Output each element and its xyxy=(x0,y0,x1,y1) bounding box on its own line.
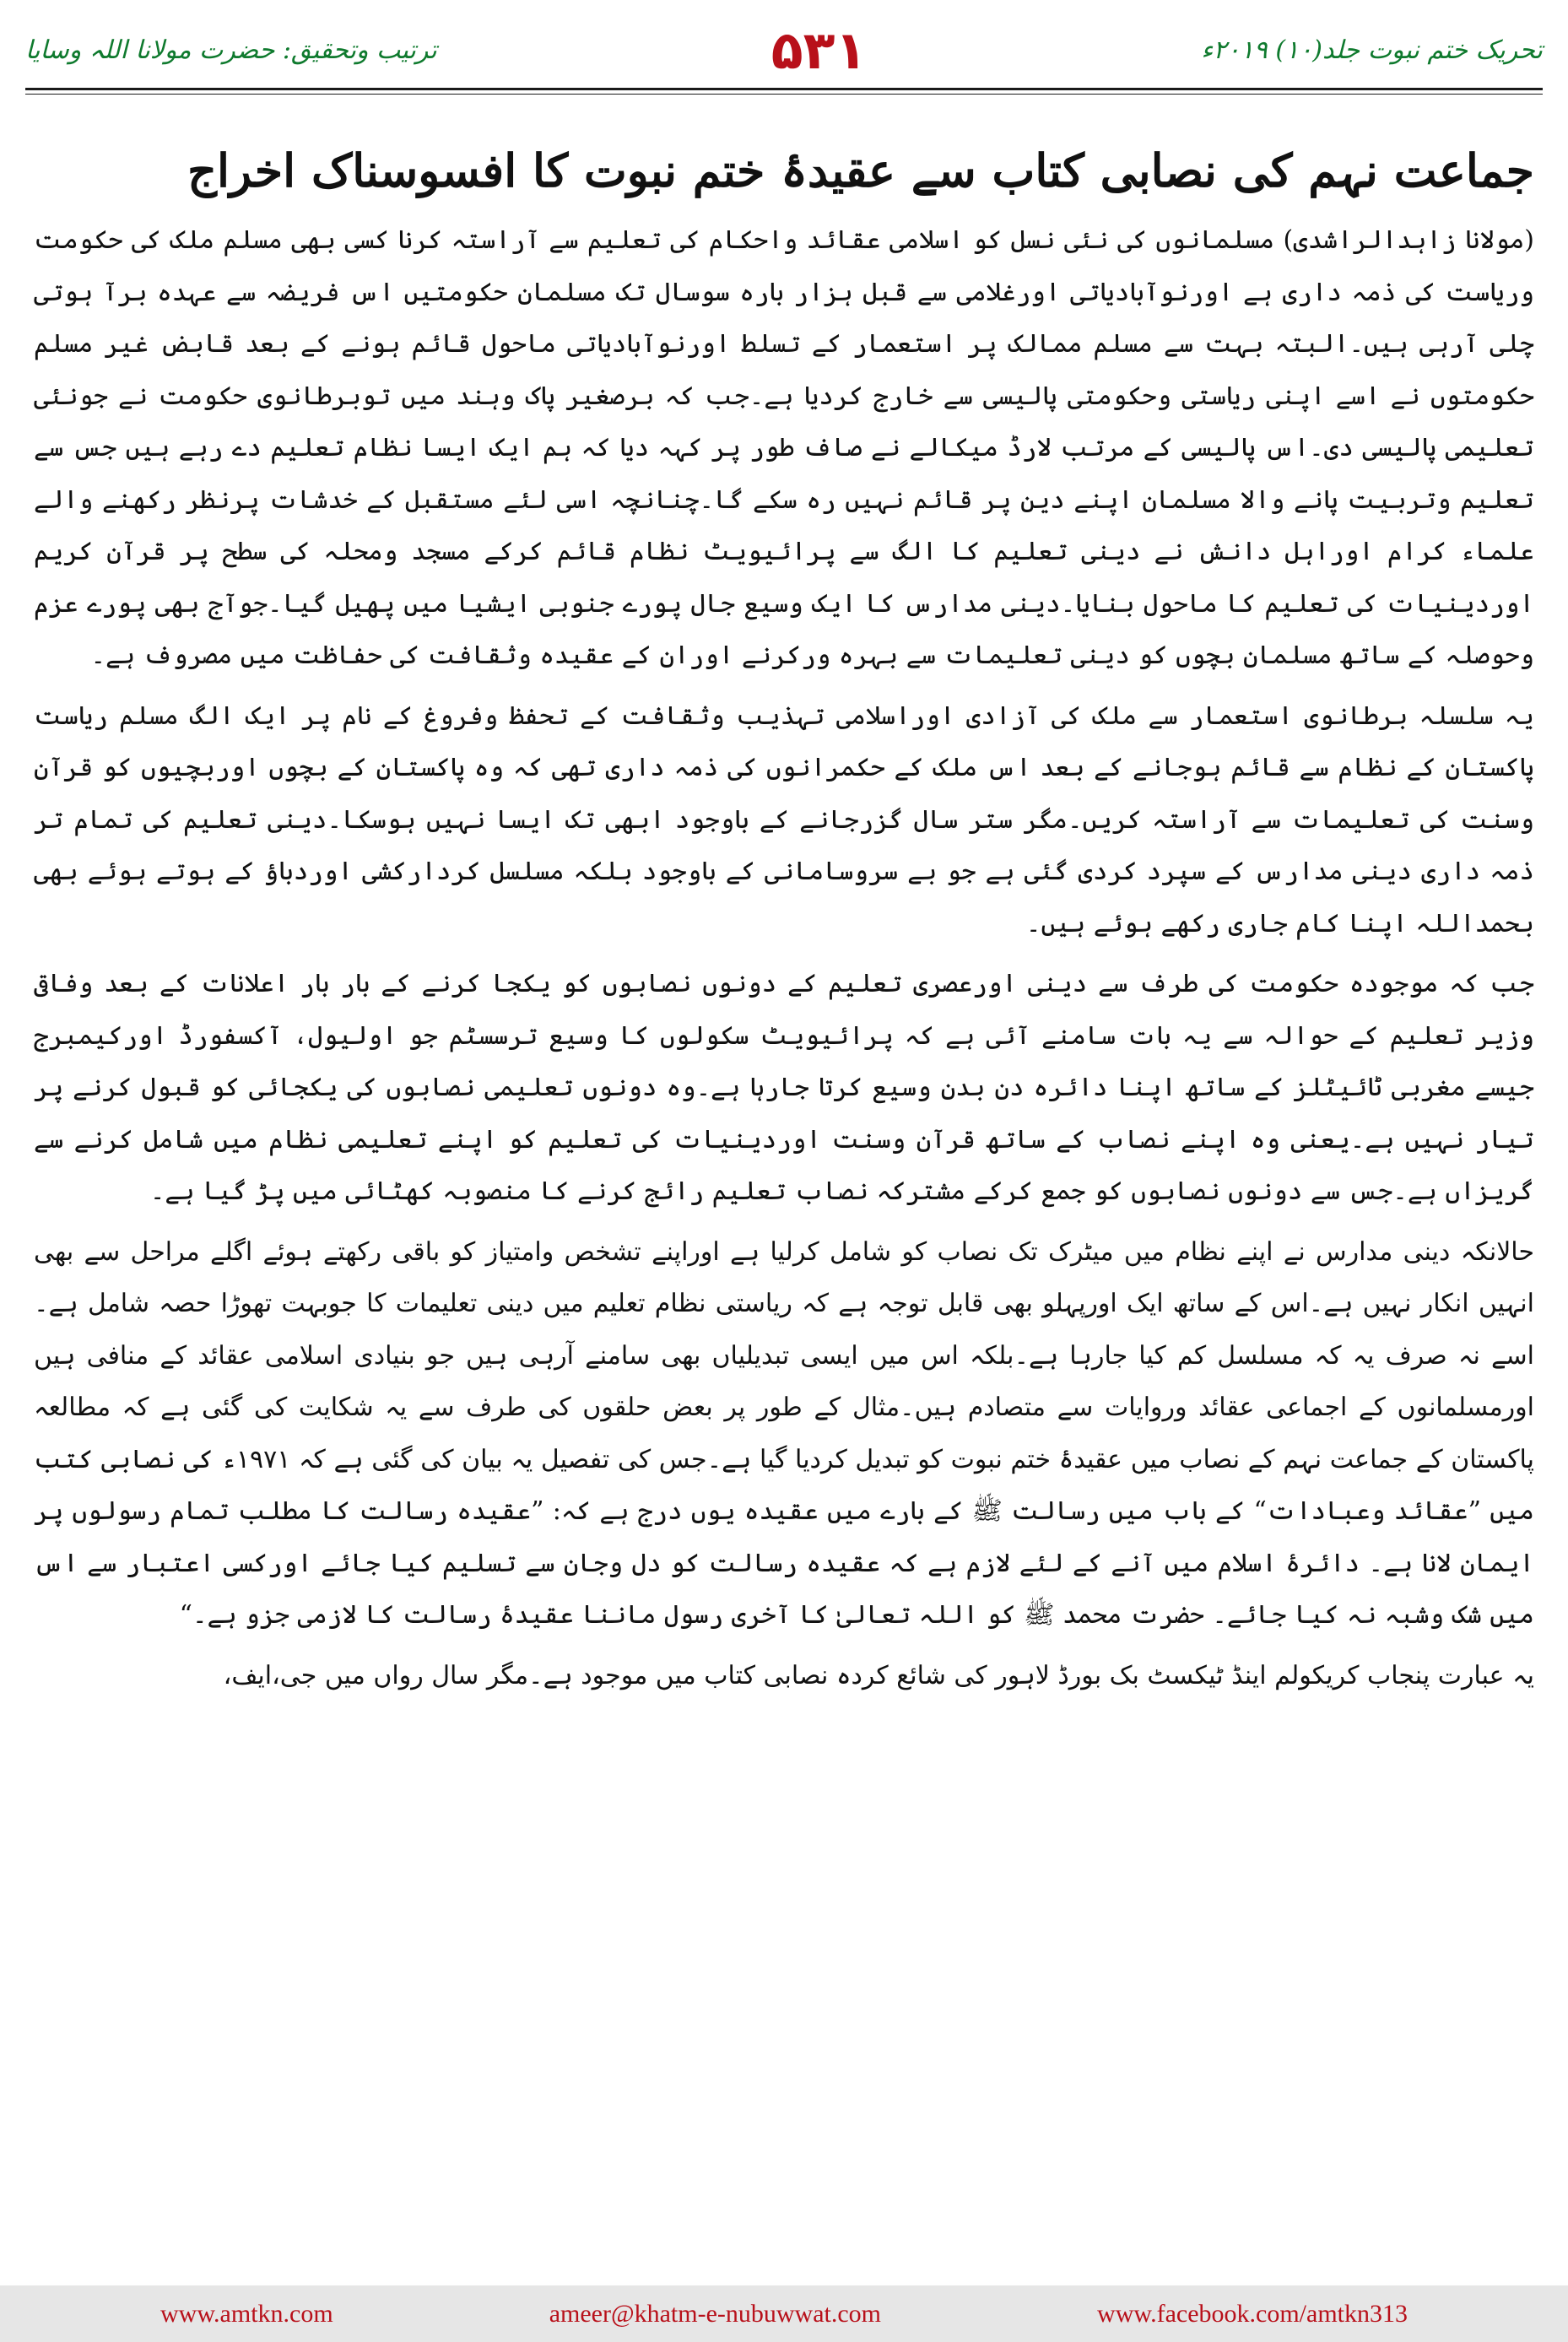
page-footer xyxy=(0,2285,1568,2342)
email-link[interactable]: ameer@khatm-e-nubuwwat.com xyxy=(549,2299,882,2328)
header-divider-thin xyxy=(25,94,1543,95)
page-header xyxy=(25,17,1543,83)
paragraph: (مولانا زاہدالراشدی) مسلمانوں کی نئی نسل کو اسلامی عقائد واحکام کی تعلیم سے آراستہ کرنا کسی بھی مسلم ملک کی حکومت وریاست کی ذمہ داری ہے اورنوآبادیاتی اورغلامی سے قبل ہزار بارہ سوسال تک مسلمان حکومتیں اس فریضہ سے عہدہ برآ ہوتی چلی آرہی ہیں۔البتہ بہت سے مسلم ممالک پر استعمار کے تسلط اورنوآبادیاتی ماحول قائم ہونے کے بعد قابض غیر مسلم حکومتوں نے اسے اپنی ریاستی وحکومتی پالیسی سے خارج کردیا ہے۔جب کہ برصغیر پاک وہند میں توبرطانوی حکومت نے جونئی تعلیمی پالیسی دی۔اس پالیسی کے مرتب لارڈ میکالے نے صاف طور پر کہہ دیا کہ ہم ایک ایسا نظام تعلیم دے رہے ہیں جس سے تعلیم وتربیت پانے والا مسلمان اپنے دین پر قائم نہیں رہ سکے گا۔چنانچہ اسی لئے مستقبل کے خدشات پرنظر رکھنے والے علماء کرام اوراہل دانش نے دینی تعلیم کا الگ سے پرائیویٹ نظام قائم کرکے مسجد ومحلہ کی سطح پر قرآن کریم اوردینیات کی تعلیم کا ماحول بنایا۔دینی مدارس کا ایک وسیع جال پورے جنوبی ایشیا میں پھیل گیا۔جوآج بھی پورے عزم وحوصلہ کے ساتھ مسلمان بچوں کو دینی تعلیمات سے بہرہ ورکرنے اوران کے عقیدہ وثقافت کی حفاظت میں مصروف ہے۔ xyxy=(34,225,1534,670)
header-divider xyxy=(25,88,1543,90)
article-body xyxy=(34,127,1534,2270)
volume-title: تحریک ختم نبوت جلد(۱۰) ۲۰۱۹ء xyxy=(1201,35,1543,65)
article-title: جماعت نہم کی نصابی کتاب سے عقیدۂ ختم نبوت کا افسوسناک اخراج xyxy=(187,143,1534,197)
paragraph: حالانکہ دینی مدارس نے اپنے نظام میں میٹرک تک نصاب کو شامل کرلیا ہے اوراپنے تشخص وامتیاز کو باقی رکھتے ہوئے اگلے مراحل سے بھی انہیں انکار نہیں ہے۔اس کے ساتھ ایک اورپہلو بھی قابل توجہ ہے کہ ریاستی نظام تعلیم میں دینی تعلیمات کا جوبہت تھوڑا حصہ شامل ہے۔اسے نہ صرف یہ کہ مسلسل کم کیا جارہا ہے۔بلکہ اس میں ایسی تبدیلیاں بھی سامنے آرہی ہیں جو بنیادی اسلامی عقائد کے منافی ہیں اورمسلمانوں کے اجماعی عقائد وروایات سے متصادم ہیں۔مثال کے طور پر بعض حلقوں کی طرف سے یہ شکایت کی گئی ہے کہ مطالعہ پاکستان کے جماعت نہم کے نصاب میں عقیدۂ ختم نبوت کو تبدیل کردیا گیا ہے۔جس کی تفصیل یہ بیان کی گئی ہے کہ ۱۹۷۱ء کی نصابی کتب میں ”عقائد وعبادات“ کے باب میں رسالت ﷺ کے بارے میں عقیدہ یوں درج ہے کہ: ”عقیدہ رسالت کا مطلب تمام رسولوں پر ایمان لانا ہے۔ دائرۂ اسلام میں آنے کے لئے لازم ہے کہ عقیدہ رسالت کو دل وجان سے تسلیم کیا جائے اورکسی اعتبار سے اس میں شک وشبہ نہ کیا جائے۔ حضرت محمد ﷺ کو اللہ تعالیٰ کا آخری رسول ماننا عقیدۂ رسالت کا لازمی جزو ہے۔“ xyxy=(34,1236,1534,1630)
compiler-credit: ترتیب وتحقیق: حضرت مولانا اللہ وسایا xyxy=(25,35,437,65)
website-link[interactable]: www.amtkn.com xyxy=(160,2299,333,2328)
page-number: ۵۳۱ xyxy=(770,19,868,81)
paragraph: یہ سلسلہ برطانوی استعمار سے ملک کی آزادی اوراسلامی تہذیب وثقافت کے تحفظ وفروغ کے نام پر ایک الگ مسلم ریاست پاکستان کے نظام سے قائم ہوجانے کے بعد اس ملک کے حکمرانوں کی ذمہ داری تھی کہ وہ پاکستان کے بچوں اوربچیوں کو قرآن وسنت کی تعلیمات سے آراستہ کریں۔مگر ستر سال گزرجانے کے باوجود ابھی تک ایسا نہیں ہوسکا۔دینی تعلیم کی تمام تر ذمہ داری دینی مدارس کے سپرد کردی گئی ہے جو بے سروسامانی کے باوجود بلکہ مسلسل کردارکشی اوردباؤ کے ہوتے ہوئے بھی بحمداللہ اپنا کام جاری رکھے ہوئے ہیں۔ xyxy=(34,700,1534,938)
paragraph: یہ عبارت پنجاب کریکولم اینڈ ٹیکسٹ بک بورڈ لاہور کی شائع کردہ نصابی کتاب میں موجود ہے۔مگر سال رواں میں جی،ایف، xyxy=(223,1660,1534,1690)
facebook-link[interactable]: www.facebook.com/amtkn313 xyxy=(1097,2299,1408,2328)
paragraph: جب کہ موجودہ حکومت کی طرف سے دینی اورعصری تعلیم کے دونوں نصابوں کو یکجا کرنے کے بار بار اعلانات کے بعد وفاقی وزیر تعلیم کے حوالہ سے یہ بات سامنے آئی ہے کہ پرائیویٹ سکولوں کا وسیع ترسسٹم جو اولیول، آکسفورڈ اورکیمبرج جیسے مغربی ٹائیٹلز کے ساتھ اپنا دائرہ دن بدن وسیع کرتا جارہا ہے۔وہ دونوں تعلیمی نصابوں کی یکجائی کو قبول کرنے پر تیار نہیں ہے۔یعنی وہ اپنے نصاب کے ساتھ قرآن وسنت اوردینیات کی تعلیم کو اپنے تعلیمی نظام میں شامل کرنے سے گریزاں ہے۔جس سے دونوں نصابوں کو جمع کرکے مشترکہ نصاب تعلیم رائج کرنے کا منصوبہ کھٹائی میں پڑ گیا ہے۔ xyxy=(34,969,1534,1206)
